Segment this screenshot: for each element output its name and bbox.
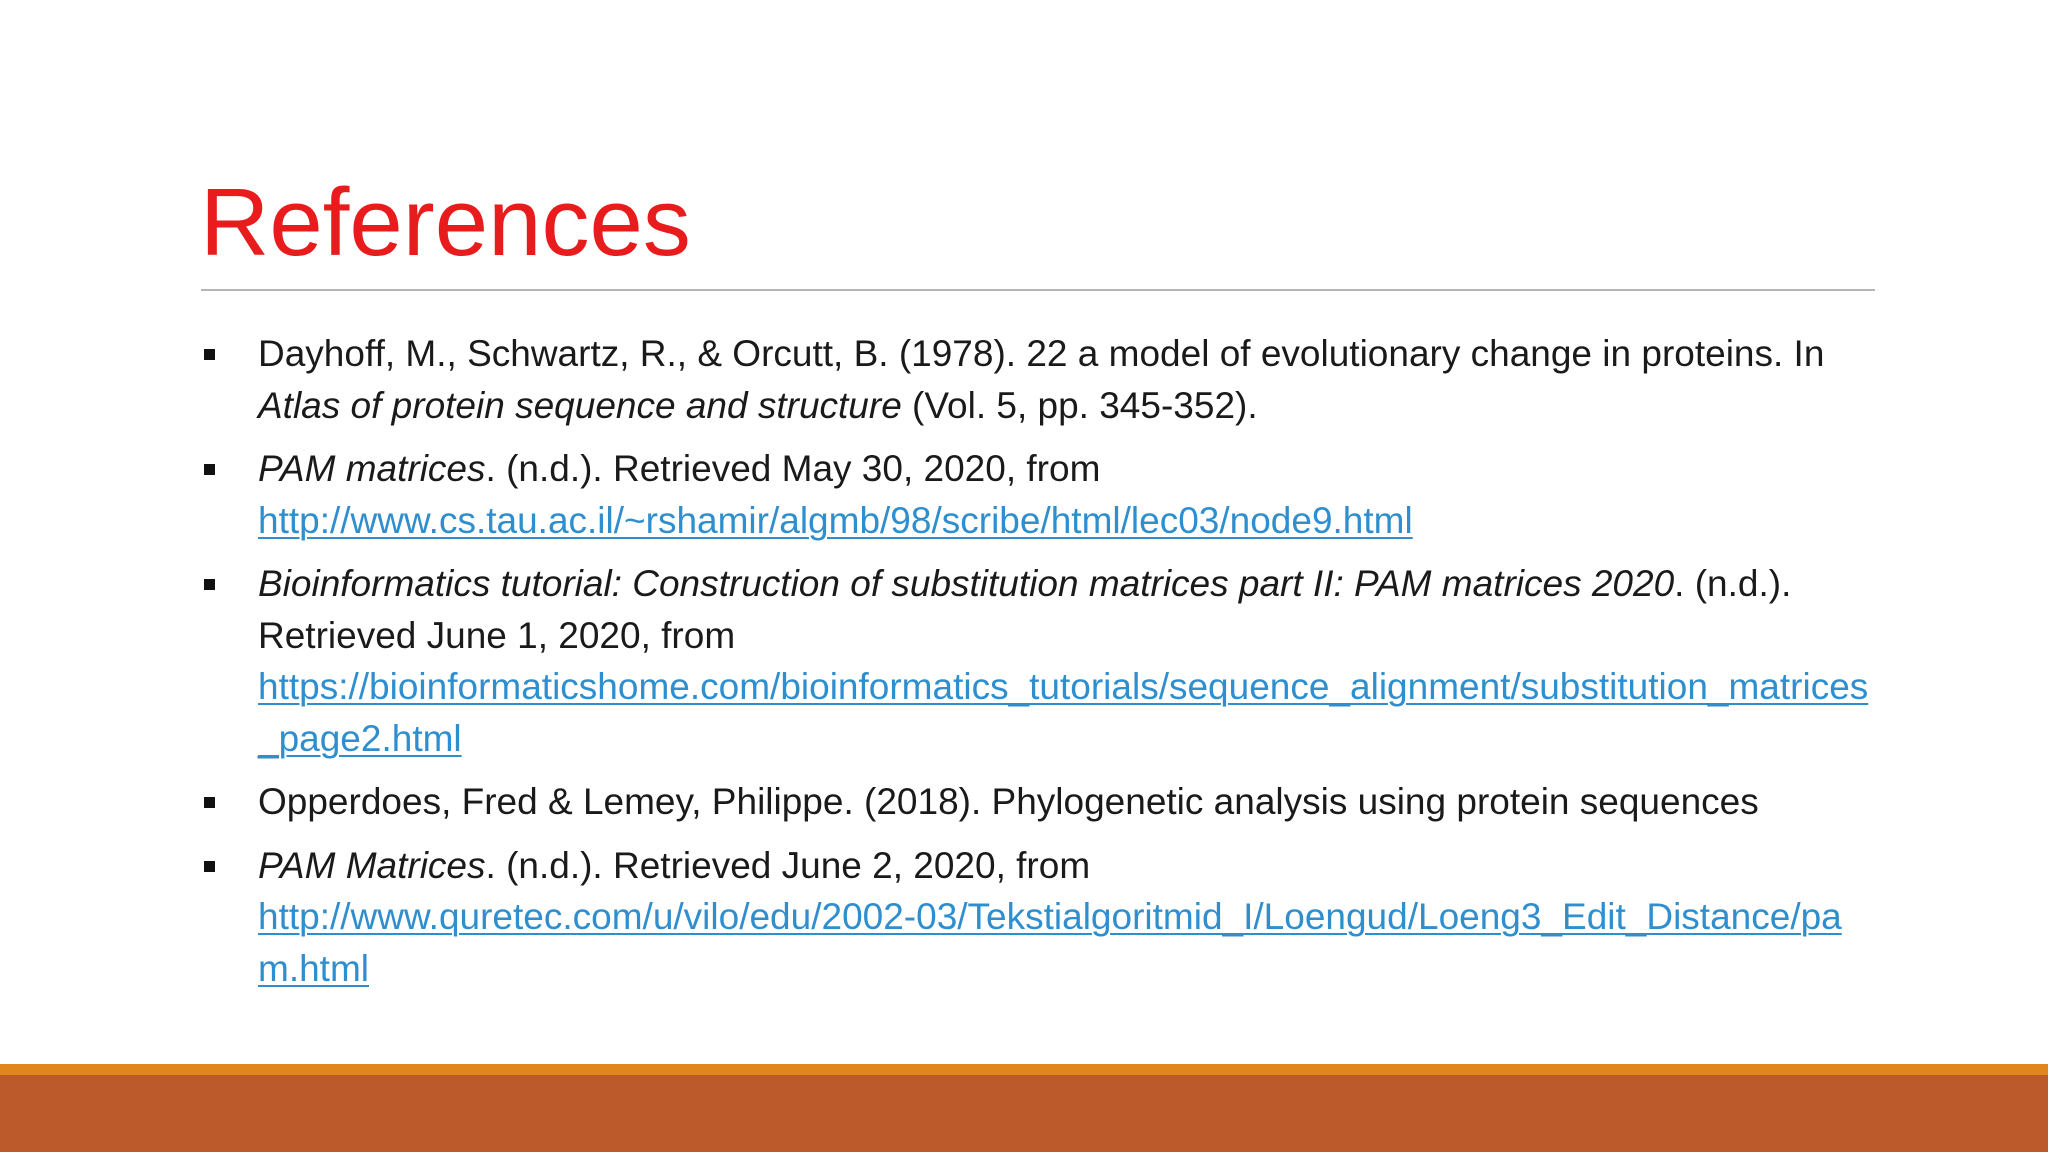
reference-text: . (n.d.). Retrieved June 2, 2020, from [485, 844, 1091, 886]
footer-accent-stripe [0, 1064, 2048, 1075]
slide-title: References [200, 169, 691, 276]
square-bullet-icon [204, 861, 215, 872]
reference-source-title: Atlas of protein sequence and structure [258, 384, 902, 426]
reference-link[interactable]: https://bioinformaticshome.com/bioinformatics_tutorials/sequence_alignment/substitution_matrices_page2.html [258, 666, 1869, 759]
square-bullet-icon [204, 797, 215, 808]
square-bullet-icon [204, 349, 215, 360]
reference-list [200, 328, 1880, 1006]
reference-item [200, 776, 1880, 828]
square-bullet-icon [204, 579, 215, 590]
reference-text: . (n.d.). Retrieved May 30, 2020, from [485, 448, 1101, 489]
reference-text: Dayhoff, M., Schwartz, R., & Orcutt, B. (1978). 22 a model of evolutionary change in proteins. In [258, 333, 1825, 374]
reference-source-title: PAM matrices [258, 448, 486, 489]
footer-bar [0, 1075, 2048, 1152]
reference-source-title: PAM Matrices [258, 844, 486, 886]
reference-item [200, 443, 1880, 546]
reference-item [200, 840, 1880, 995]
square-bullet-icon [204, 464, 215, 475]
reference-link[interactable]: http://www.quretec.com/u/vilo/edu/2002-03/Tekstialgoritmid_I/Loengud/Loeng3_Edit_Distance/pam.html [258, 896, 1842, 989]
reference-item [200, 328, 1880, 431]
reference-text: . (n.d.). Retrieved June 1, 2020, from [258, 563, 1792, 656]
reference-text: (Vol. 5, pp. 345-352). [901, 384, 1258, 426]
reference-text: Opperdoes, Fred & Lemey, Philippe. (2018). Phylogenetic analysis using protein sequences [258, 781, 1759, 822]
reference-source-title: Bioinformatics tutorial: Construction of substitution matrices part II: PAM matrices 2020 [258, 563, 1675, 604]
title-divider [201, 289, 1875, 291]
reference-link[interactable]: http://www.cs.tau.ac.il/~rshamir/algmb/98/scribe/html/lec03/node9.html [258, 499, 1413, 541]
reference-item [200, 558, 1880, 764]
